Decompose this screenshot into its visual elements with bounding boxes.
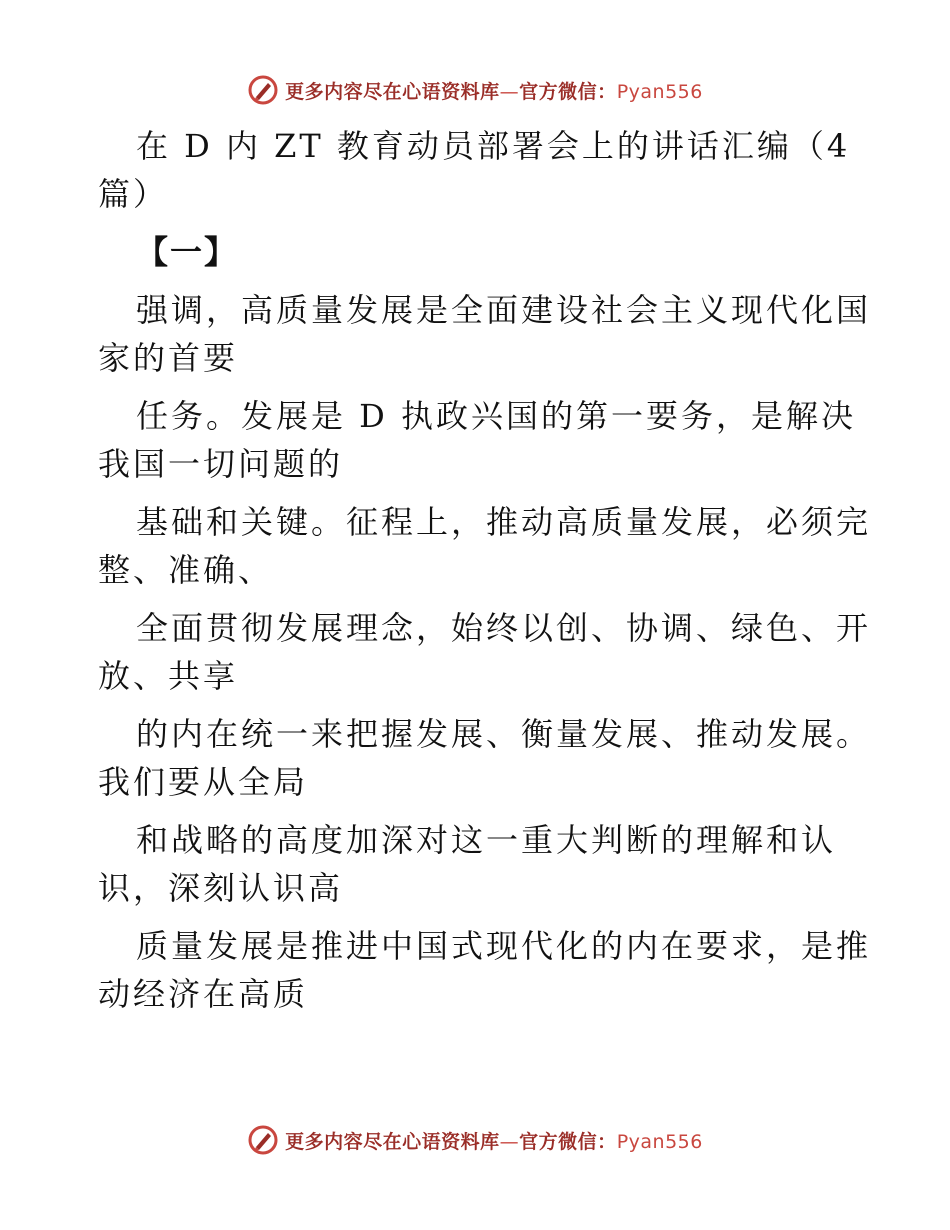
paragraph-line: 动经济在高质 <box>98 975 309 1013</box>
paragraph-line: 放、共享 <box>98 657 239 695</box>
footer-banner-dash: — <box>499 1130 520 1153</box>
header-banner-dash: — <box>499 80 520 103</box>
footer-watermark-banner <box>0 1120 950 1160</box>
header-banner-wechat: 官方微信： <box>519 80 617 103</box>
footer-banner-text <box>285 1127 703 1154</box>
footer-banner-id: Pyan556 <box>616 1130 703 1153</box>
section-heading: 【一】 <box>136 233 239 271</box>
paragraph-line: 和战略的高度加深对这一重大判断的理解和认 <box>136 821 837 859</box>
pen-logo-icon <box>247 1124 279 1156</box>
paragraph-line: 的内在统一来把握发展、衡量发展、推动发展。 <box>136 715 872 753</box>
paragraph-line: 任务。发展是 D 执政兴国的第一要务，是解决 <box>136 397 857 435</box>
document-title-line-1: 在 D 内 ZT 教育动员部署会上的讲话汇编（4 <box>136 127 851 165</box>
paragraph-line: 家的首要 <box>98 339 239 377</box>
paragraph-line: 强调，高质量发展是全面建设社会主义现代化国 <box>136 291 872 329</box>
paragraph-line: 识，深刻认识高 <box>98 869 344 907</box>
footer-banner-main: 更多内容尽在心语资料库 <box>285 1130 500 1153</box>
footer-banner-wechat: 官方微信： <box>519 1130 617 1153</box>
paragraph-line: 基础和关键。征程上，推动高质量发展，必须完 <box>136 503 872 541</box>
header-banner-main: 更多内容尽在心语资料库 <box>285 80 500 103</box>
header-watermark-banner <box>0 70 950 110</box>
document-title-line-2: 篇） <box>98 175 169 213</box>
header-banner-text <box>285 77 703 104</box>
header-banner-id: Pyan556 <box>616 80 703 103</box>
paragraph-line: 全面贯彻发展理念，始终以创、协调、绿色、开 <box>136 609 872 647</box>
pen-logo-icon <box>247 74 279 106</box>
paragraph-line: 质量发展是推进中国式现代化的内在要求，是推 <box>136 927 872 965</box>
paragraph-line: 我国一切问题的 <box>98 445 344 483</box>
document-body <box>98 122 872 1018</box>
paragraph-line: 我们要从全局 <box>98 763 309 801</box>
paragraph-line: 整、准确、 <box>98 551 274 589</box>
